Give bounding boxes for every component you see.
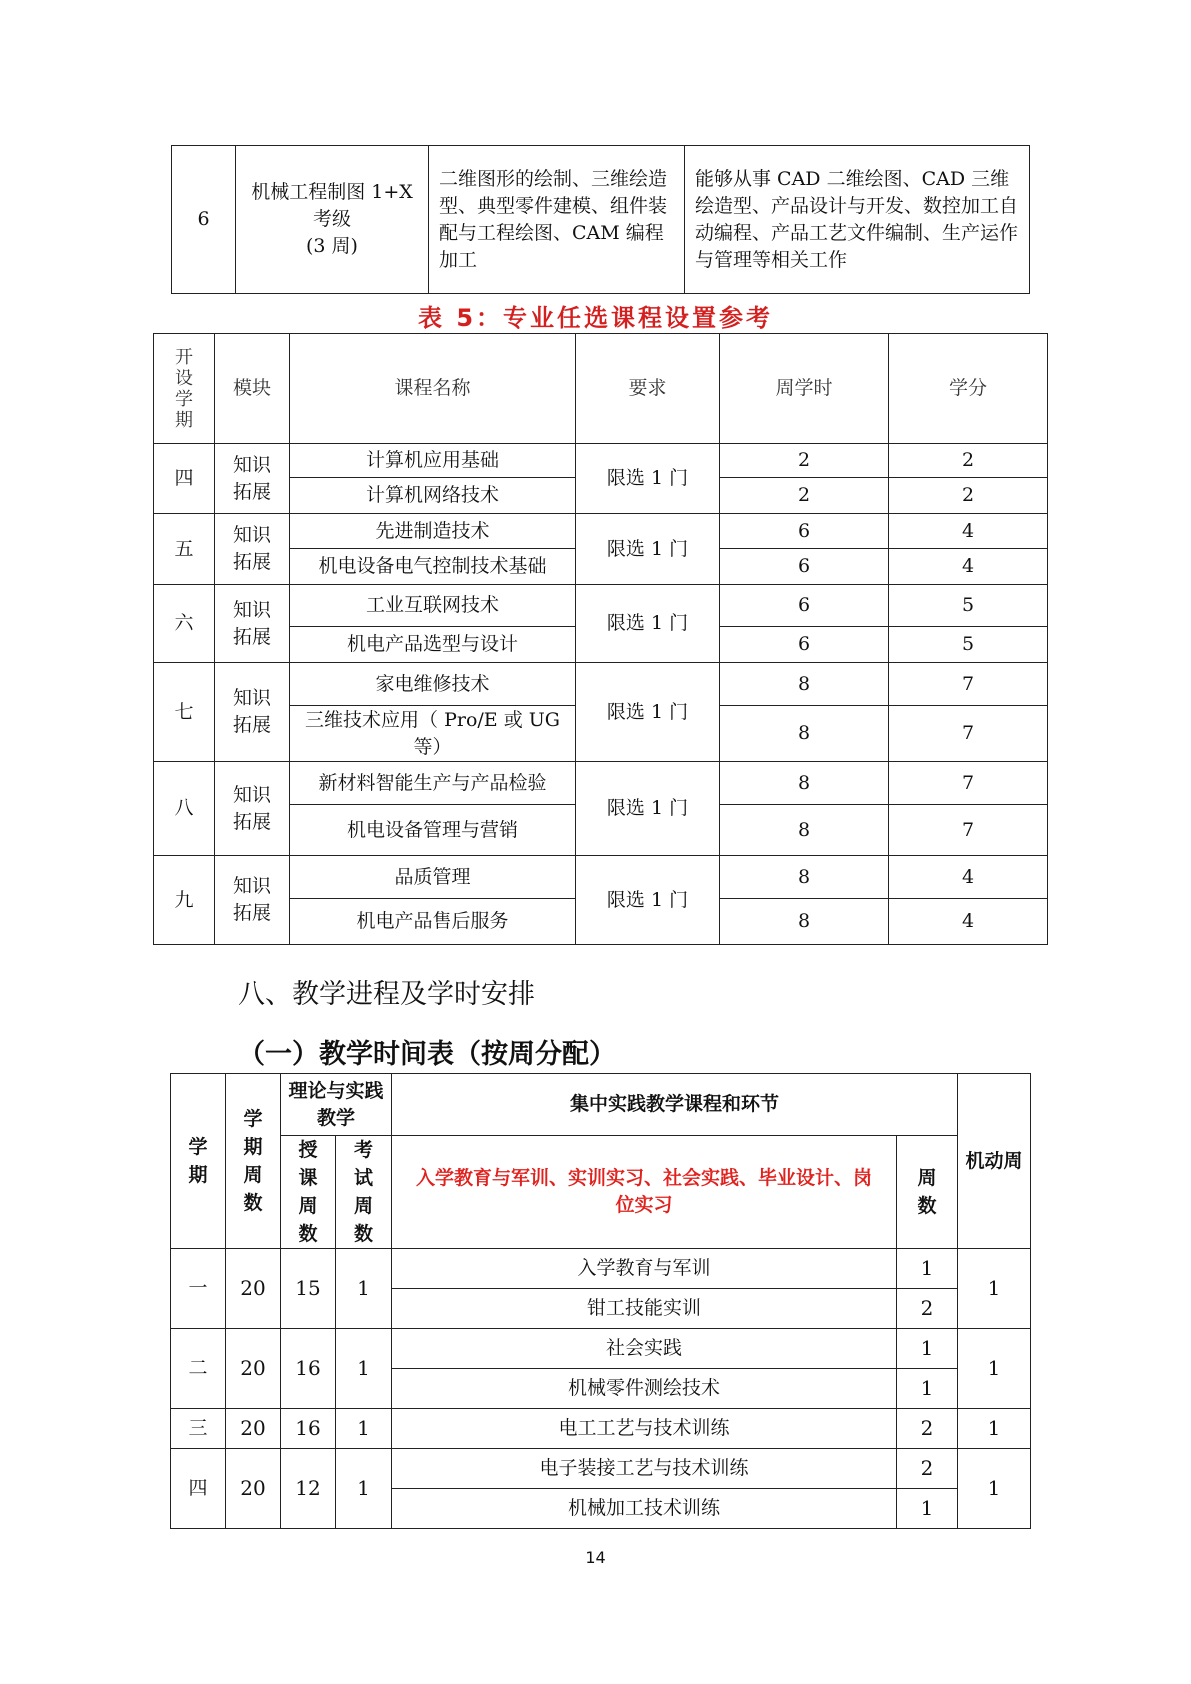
teaching-schedule-table	[170, 1073, 1031, 1529]
practice-weeks-cell: 2	[897, 1409, 958, 1449]
header-practice-weeks: 周数	[897, 1136, 958, 1249]
section-heading: 八、教学进程及学时安排	[238, 979, 535, 1010]
course-name	[236, 146, 429, 294]
hours-cell: 8	[720, 805, 889, 856]
require-cell: 限选 1 门	[576, 856, 720, 945]
credit-cell: 4	[889, 856, 1048, 899]
teach-cell: 15	[281, 1249, 336, 1329]
practice-weeks-cell: 1	[897, 1489, 958, 1529]
practice-weeks-cell: 2	[897, 1449, 958, 1489]
course-cell: 家电维修技术	[290, 663, 576, 706]
term-cell: 三	[171, 1409, 226, 1449]
table-row	[154, 444, 1048, 478]
table-row	[171, 1249, 1031, 1289]
header-require: 要求	[576, 334, 720, 444]
term-cell: 二	[171, 1329, 226, 1409]
course-cell: 机电产品选型与设计	[290, 627, 576, 663]
table-row	[171, 1449, 1031, 1489]
hours-cell: 8	[720, 899, 889, 945]
header-flex: 机动周	[958, 1074, 1031, 1249]
table-row	[154, 585, 1048, 627]
header-course: 课程名称	[290, 334, 576, 444]
credit-cell: 5	[889, 627, 1048, 663]
course-name-line: 机械工程制图 1+X	[251, 181, 413, 203]
table-header-row	[171, 1074, 1031, 1136]
teach-cell: 16	[281, 1329, 336, 1409]
credit-cell: 2	[889, 444, 1048, 478]
hours-cell: 8	[720, 762, 889, 805]
table-row	[154, 856, 1048, 899]
module-cell: 知识 拓展	[215, 762, 290, 856]
module-cell: 知识 拓展	[215, 856, 290, 945]
credit-cell: 4	[889, 514, 1048, 549]
header-term: 学期	[171, 1074, 226, 1249]
module-cell: 知识 拓展	[215, 444, 290, 514]
term-cell: 一	[171, 1249, 226, 1329]
term-cell: 八	[154, 762, 215, 856]
exam-cell: 1	[336, 1249, 392, 1329]
header-exam-weeks: 考试周数	[336, 1136, 392, 1249]
hours-cell: 6	[720, 514, 889, 549]
practice-weeks-cell: 1	[897, 1369, 958, 1409]
exam-cell: 1	[336, 1329, 392, 1409]
header-practice: 集中实践教学课程和环节	[392, 1074, 958, 1136]
table-row	[171, 1329, 1031, 1369]
page-number: 14	[585, 1548, 606, 1567]
course-cell: 品质管理	[290, 856, 576, 899]
course-name-line: 考级	[312, 208, 351, 230]
header-credit: 学分	[889, 334, 1048, 444]
credit-cell: 4	[889, 899, 1048, 945]
module-cell: 知识 拓展	[215, 585, 290, 663]
flex-cell: 1	[958, 1449, 1031, 1529]
course-cell: 新材料智能生产与产品检验	[290, 762, 576, 805]
header-hours: 周学时	[720, 334, 889, 444]
table-row	[154, 762, 1048, 805]
exam-cell: 1	[336, 1409, 392, 1449]
term-cell: 七	[154, 663, 215, 762]
practice-item-cell: 社会实践	[392, 1329, 897, 1369]
course-ability: 能够从事 CAD 二维绘图、CAD 三维绘造型、产品设计与开发、数控加工自动编程、产品工艺文件编制、生产运作与管理等相关工作	[685, 146, 1030, 294]
credit-cell: 7	[889, 762, 1048, 805]
weeks-cell: 20	[226, 1249, 281, 1329]
practice-weeks-cell: 1	[897, 1249, 958, 1289]
require-cell: 限选 1 门	[576, 585, 720, 663]
weeks-cell: 20	[226, 1449, 281, 1529]
practice-weeks-cell: 1	[897, 1329, 958, 1369]
course-number: 6	[172, 146, 236, 294]
module-cell: 知识 拓展	[215, 663, 290, 762]
practice-item-cell: 电工工艺与技术训练	[392, 1409, 897, 1449]
flex-cell: 1	[958, 1329, 1031, 1409]
credit-cell: 4	[889, 549, 1048, 585]
practice-weeks-cell: 2	[897, 1289, 958, 1329]
hours-cell: 6	[720, 549, 889, 585]
course-cell: 计算机网络技术	[290, 478, 576, 514]
teach-cell: 16	[281, 1409, 336, 1449]
require-cell: 限选 1 门	[576, 444, 720, 514]
practice-item-cell: 入学教育与军训	[392, 1249, 897, 1289]
hours-cell: 8	[720, 856, 889, 899]
credit-cell: 7	[889, 663, 1048, 706]
credit-cell: 7	[889, 805, 1048, 856]
flex-cell: 1	[958, 1409, 1031, 1449]
require-cell: 限选 1 门	[576, 514, 720, 585]
term-cell: 四	[171, 1449, 226, 1529]
hours-cell: 6	[720, 585, 889, 627]
header-term: 开设学期	[154, 334, 215, 444]
course-duration: (3 周)	[306, 235, 358, 257]
header-weeks: 学期周数	[226, 1074, 281, 1249]
course-cell: 三维技术应用（ Pro/E 或 UG 等）	[290, 706, 576, 762]
table-row	[154, 514, 1048, 549]
require-cell: 限选 1 门	[576, 663, 720, 762]
credit-cell: 2	[889, 478, 1048, 514]
credit-cell: 5	[889, 585, 1048, 627]
practice-item-cell: 机械零件测绘技术	[392, 1369, 897, 1409]
header-teach-weeks: 授课周数	[281, 1136, 336, 1249]
course-content: 二维图形的绘制、三维绘造型、典型零件建模、组件装配与工程绘图、CAM 编程加工	[429, 146, 685, 294]
weeks-cell: 20	[226, 1329, 281, 1409]
table-row	[171, 1409, 1031, 1449]
course-cell: 计算机应用基础	[290, 444, 576, 478]
table5-title: 表 5：专业任选课程设置参考	[417, 304, 774, 332]
flex-cell: 1	[958, 1249, 1031, 1329]
course-cell: 机电设备电气控制技术基础	[290, 549, 576, 585]
table-row	[172, 146, 1030, 294]
course-cell: 先进制造技术	[290, 514, 576, 549]
table-header-row	[171, 1136, 1031, 1249]
require-cell: 限选 1 门	[576, 762, 720, 856]
hours-cell: 2	[720, 478, 889, 514]
practice-item-cell: 电子装接工艺与技术训练	[392, 1449, 897, 1489]
course-cell: 工业互联网技术	[290, 585, 576, 627]
header-theory: 理论与实践教学	[281, 1074, 392, 1136]
weeks-cell: 20	[226, 1409, 281, 1449]
hours-cell: 2	[720, 444, 889, 478]
term-cell: 九	[154, 856, 215, 945]
teach-cell: 12	[281, 1449, 336, 1529]
credit-cell: 7	[889, 706, 1048, 762]
hours-cell: 8	[720, 706, 889, 762]
course-cell: 机电设备管理与营销	[290, 805, 576, 856]
header-practice-items: 入学教育与军训、实训实习、社会实践、毕业设计、岗位实习	[392, 1136, 897, 1249]
practice-item-cell: 机械加工技术训练	[392, 1489, 897, 1529]
term-cell: 六	[154, 585, 215, 663]
term-cell: 五	[154, 514, 215, 585]
hours-cell: 6	[720, 627, 889, 663]
exam-cell: 1	[336, 1449, 392, 1529]
course-table-continued	[171, 145, 1030, 294]
term-cell: 四	[154, 444, 215, 514]
subsection-heading: （一）教学时间表（按周分配）	[238, 1039, 616, 1070]
hours-cell: 8	[720, 663, 889, 706]
course-cell: 机电产品售后服务	[290, 899, 576, 945]
table-header-row	[154, 334, 1048, 444]
table-row	[154, 663, 1048, 706]
elective-course-table	[153, 333, 1048, 945]
practice-item-cell: 钳工技能实训	[392, 1289, 897, 1329]
module-cell: 知识 拓展	[215, 514, 290, 585]
header-module: 模块	[215, 334, 290, 444]
